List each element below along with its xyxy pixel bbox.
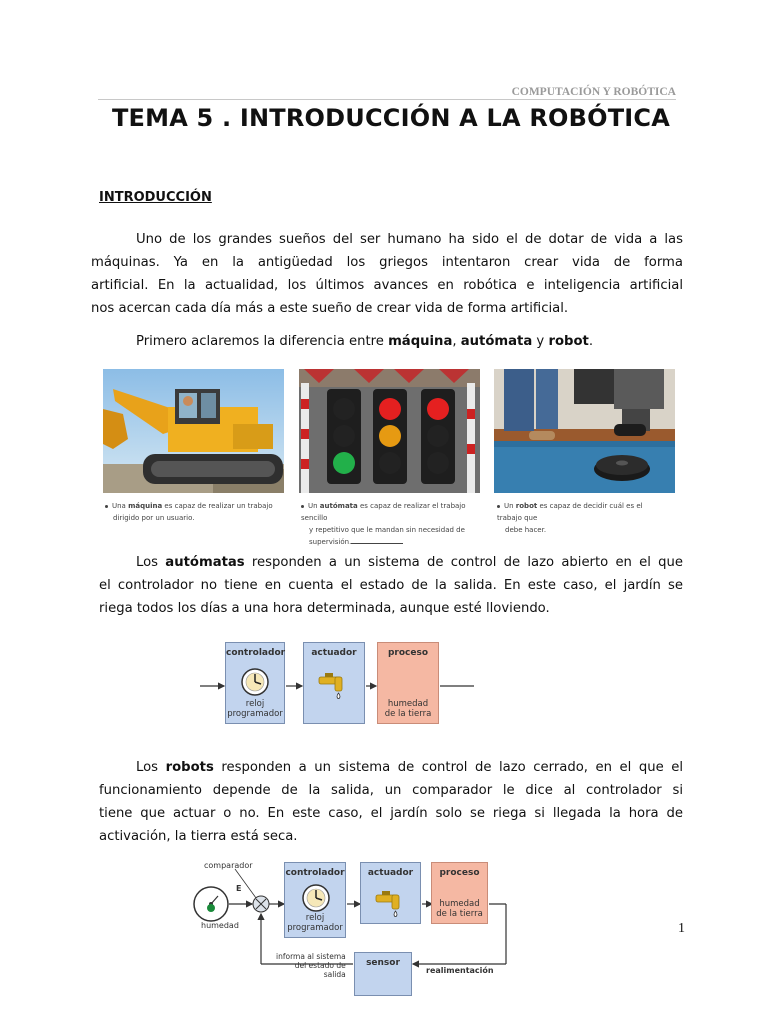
error-label: E — [236, 884, 242, 893]
faucet-icon — [317, 669, 351, 699]
term-automata: autómata — [460, 334, 533, 349]
proceso-block: proceso humedad de la tierra — [431, 862, 488, 924]
open-loop-diagram — [200, 640, 476, 726]
faucet-icon — [374, 887, 408, 917]
comparador-label: comparador — [204, 861, 253, 870]
actuador-block: actuador — [360, 862, 421, 924]
clock-icon — [240, 667, 270, 697]
intro-line: artificial. En la actualidad, los últimos avances en robótica e inteligencia artificial — [91, 278, 683, 293]
page-title: TEMA 5 . INTRODUCCIÓN A LA ROBÓTICA — [111, 104, 670, 132]
intro-paragraph — [91, 228, 683, 320]
intro-line: nos acercan cada día más a este sueño de crear vida de forma artificial. — [91, 301, 569, 316]
term-robot: robot — [548, 334, 589, 349]
section-heading: INTRODUCCIÓN — [99, 190, 212, 205]
traffic-lights-photo — [299, 369, 480, 493]
proceso-block: proceso humedad de la tierra — [377, 642, 439, 724]
caption-automata: Un autómata es capaz de realizar el trabajo sencillo y repetitivo que le mandan sin necesidad de supervisión. — [301, 502, 466, 546]
excavator-photo — [103, 369, 284, 493]
realimentacion-label: realimentación — [426, 966, 494, 975]
sensor-block: sensor — [354, 952, 412, 996]
closed-loop-diagram — [188, 856, 514, 998]
automatas-paragraph: Los autómatas responden a un sistema de control de lazo abierto en el que el controlador no tiene en cuenta el estado de la salida. En este caso, el jardín se riega todos los días a una hora determinada, aunque esté lloviendo. — [99, 555, 684, 616]
clock-icon — [301, 883, 331, 913]
bullet-icon — [301, 505, 304, 508]
bullet-icon — [105, 505, 108, 508]
difference-paragraph: Primero aclaremos la diferencia entre máquina, autómata y robot. — [136, 334, 594, 349]
caption-maquina: Una máquina es capaz de realizar un trabajo dirigido por un usuario. — [105, 500, 275, 524]
actuador-block: actuador — [303, 642, 365, 724]
page-number: 1 — [678, 921, 685, 936]
robots-paragraph: Los robots responden a un sistema de control de lazo cerrado, en el que el funcionamiento depende de la salida, un comparador le dice al controlador si tiene que actuar o no. En este caso, el jardín solo se riega si llegada la hora de activación, la tierra está seca. — [99, 760, 684, 844]
informa-label: informa al sistema del estado de salida — [276, 952, 346, 979]
caption-robot: Un robot es capaz de decidir cuál es el trabajo que debe hacer. — [497, 502, 643, 534]
running-header: COMPUTACIÓN Y ROBÓTICA — [98, 86, 676, 100]
controlador-block: controlador reloj programador — [284, 862, 346, 938]
humedad-sensor-label: humedad — [201, 921, 239, 930]
robot-vacuum-photo — [494, 369, 675, 493]
bullet-icon — [497, 505, 500, 508]
controlador-block: controlador reloj programador — [225, 642, 285, 724]
term-maquina: máquina — [388, 334, 453, 349]
intro-line: máquinas. Ya en la antigüedad los griegos intentaron crear vida de forma — [91, 255, 683, 270]
intro-line: Uno de los grandes sueños del ser humano ha sido el de dotar de vida a las — [136, 232, 683, 247]
